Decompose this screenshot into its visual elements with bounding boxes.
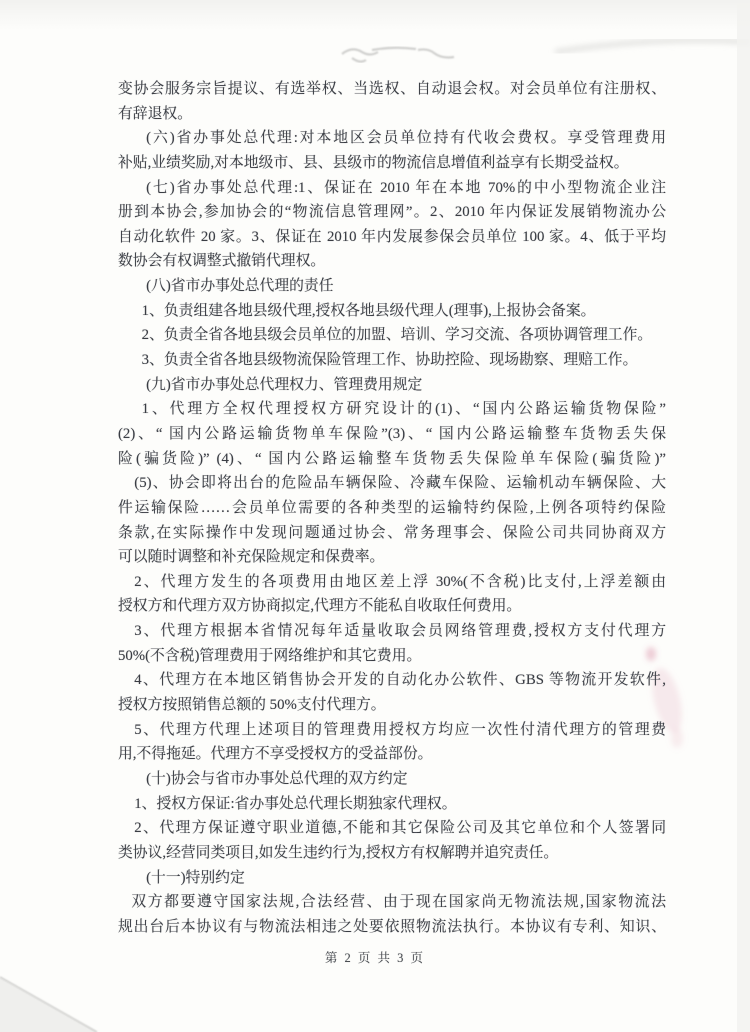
document-line: 1、授权方保证:省办事处总代理长期独家代理权。 <box>134 795 457 812</box>
document-line: 变协会服务宗旨提议、有选举权、当选权、自动退会权。对会员单位有注册权、 <box>118 81 666 97</box>
scan-right-band <box>737 0 750 1032</box>
document-line: (八)省市办事处总代理的责任 <box>146 278 334 295</box>
document-line: 3、代理方根据本省情况每年适量收取会员网络管理费,授权方支付代理方 <box>134 623 666 640</box>
document-line: (十)协会与省市办事处总代理的双方约定 <box>146 770 408 787</box>
document-line: 4、代理方在本地区销售协会开发的自动化办公软件、GBS 等物流开发软件, <box>134 672 666 689</box>
document-line: 双方都要遵守国家法规,合法经营、由于现在国家尚无物流法规,国家物流法 <box>131 894 666 911</box>
document-line: 可以随时调整和补充保险规定和保费率。 <box>118 549 385 566</box>
page-corner-fold-line <box>0 977 97 1032</box>
document-line: 3、负责全省各地县级物流保险管理工作、协助控险、现场勘察、理赔工作。 <box>141 352 638 369</box>
document-line: 用,不得拖延。代理方不享受授权方的受益部份。 <box>118 746 433 763</box>
document-line: 册到本协会,参加协会的“物流信息管理网”。2、2010 年内保证发展销物流办公 <box>118 204 666 221</box>
handwritten-strikeout-mark <box>342 48 454 62</box>
document-line: 自动化软件 20 家。3、保证在 2010 年内发展参保会员单位 100 家。4、低于平均 <box>118 228 666 245</box>
document-line: 规出台后本协议有与物流法相违之处要依照物流法执行。本协议有专利、知识、 <box>118 918 666 935</box>
document-line: 有辞退权。 <box>118 105 192 122</box>
document-line: 授权方和代理方双方协商拟定,代理方不能私自收取任何费用。 <box>118 598 522 615</box>
scan-top-shading <box>0 0 750 30</box>
document-line: 2、代理方发生的各项费用由地区差上浮 30%(不含税)比支付,上浮差额由 <box>134 573 666 590</box>
document-line: (十一)特别约定 <box>146 869 245 886</box>
document-line: (九)省市办事处总代理权力、管理费用规定 <box>146 376 423 393</box>
document-line: 5、代理方代理上述项目的管理费用授权方均应一次性付清代理方的管理费 <box>134 721 666 738</box>
document-line: 1、代理方全权代理授权方研究设计的(1)、“国内公路运输货物保险” <box>141 401 666 418</box>
document-line: (5)、协会即将出台的危险品车辆保险、冷藏车保险、运输机动车辆保险、大 <box>134 475 666 492</box>
document-line: (2)、“ 国内公路运输货物单车保险”(3)、“ 国内公路运输整车货物丢失保 <box>118 425 666 442</box>
document-line: 类协议,经营同类项目,如发生违约行为,授权方有权解聘并追究责任。 <box>118 844 559 861</box>
document-line: 2、负责全省各地县级会员单位的加盟、培训、学习交流、各项协调管理工作。 <box>141 327 653 344</box>
document-line: 授权方按照销售总额的 50%支付代理方。 <box>118 697 386 714</box>
document-line: 件运输保险……会员单位需要的各种类型的运输特约保险,上例各项特约保险 <box>118 499 666 516</box>
document-line: 条款,在实际操作中发现问题通过协会、常务理事会、保险公司共同协商双方 <box>118 524 666 541</box>
page-corner-fold <box>0 978 96 1032</box>
document-line: 50%(不含税)管理费用于网络维护和其它费用。 <box>118 647 422 664</box>
document-line: 2、代理方保证遵守职业道德,不能和其它保险公司及其它单位和个人签署同 <box>134 820 666 837</box>
document-line: 险(骗货险)” (4)、“ 国内公路运输整车货物丢失保险单车保险(骗货险)” <box>118 450 666 467</box>
document-body <box>118 77 666 939</box>
document-line: 补贴,业绩奖励,对本地级市、县、县级市的物流信息增值利益享有长期受益权。 <box>118 154 629 171</box>
scan-shadow-top-right <box>555 40 750 52</box>
page-number-footer: 第 2 页 共 3 页 <box>324 951 426 965</box>
document-line: 数协会有权调整式撤销代理权。 <box>118 253 326 270</box>
document-line: (七)省办事处总代理:1、保证在 2010 年在本地 70%的中小型物流企业注 <box>146 179 666 196</box>
document-line: (六)省办事处总代理:对本地区会员单位持有代收会费权。享受管理费用 <box>146 130 666 147</box>
document-line: 1、负责组建各地县级代理,授权各地县级代理人(理事),上报协会备案。 <box>141 302 596 319</box>
